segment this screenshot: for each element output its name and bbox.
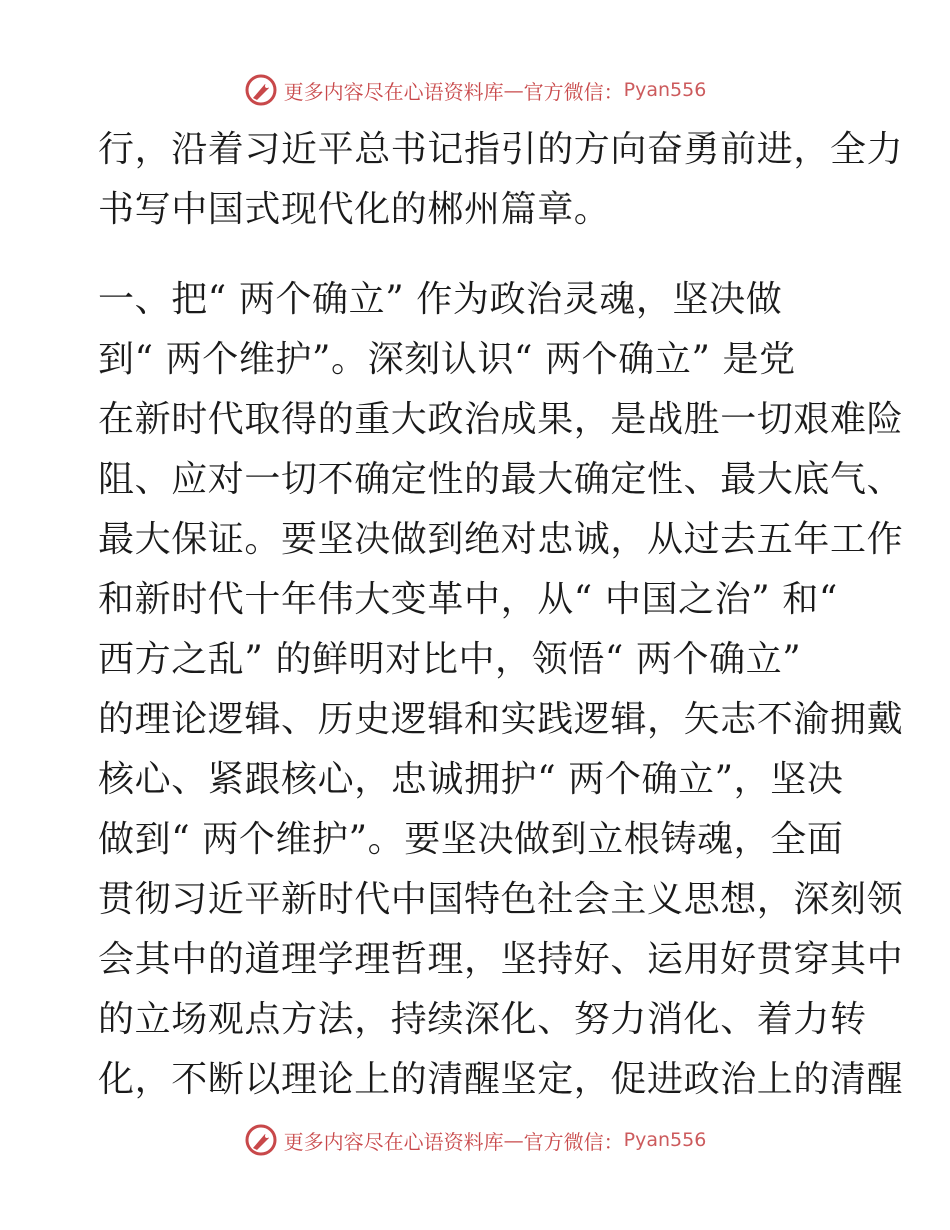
paragraph-spacer	[98, 240, 858, 270]
text-line: 的理论逻辑、历史逻辑和实践逻辑，矢志不渝拥戴	[98, 699, 904, 740]
footer-watermark	[0, 1120, 950, 1160]
text-line: 阻、应对一切不确定性的最大确定性、最大底气、	[98, 459, 904, 500]
continuation-paragraph	[98, 120, 904, 240]
text-line: 贯彻习近平新时代中国特色社会主义思想，深刻领	[98, 879, 904, 920]
text-line: 化，不断以理论上的清醒坚定，促进政治上的清醒	[98, 1059, 904, 1100]
section-paragraph	[98, 270, 904, 1110]
text-line: 行，沿着习近平总书记指引的方向奋勇前进，全力	[98, 129, 904, 170]
text-line: 书写中国式现代化的郴州篇章。	[98, 189, 611, 230]
text-line: 核心、紧跟核心，忠诚拥护“ 两个确立”，坚决	[98, 759, 844, 800]
text-line: 最大保证。要坚决做到绝对忠诚，从过去五年工作	[98, 519, 904, 560]
watermark-wechat-id: Pyan556	[623, 1129, 707, 1151]
watermark-label: 官方微信：	[523, 1129, 624, 1154]
pen-nib-logo-icon	[244, 1123, 278, 1157]
pen-nib-logo-icon	[244, 73, 278, 107]
watermark-dash: —	[503, 78, 524, 102]
watermark-brand: 更多内容尽在心语资料库	[283, 1129, 504, 1154]
header-watermark	[0, 70, 950, 110]
watermark-dash: —	[503, 1128, 524, 1152]
section-heading-line: 一、把“ 两个确立” 作为政治灵魂，坚决做	[98, 279, 783, 320]
text-line: 在新时代取得的重大政治成果，是战胜一切艰难险	[98, 399, 904, 440]
document-body	[98, 120, 904, 1110]
text-line: 做到“ 两个维护”。要坚决做到立根铸魂，全面	[98, 819, 844, 860]
watermark-wechat-id: Pyan556	[623, 79, 707, 101]
text-line: 的立场观点方法，持续深化、努力消化、着力转	[98, 999, 867, 1040]
text-line: 西方之乱” 的鲜明对比中，领悟“ 两个确立”	[98, 639, 802, 680]
text-line: 会其中的道理学理哲理，坚持好、运用好贯穿其中	[98, 939, 904, 980]
text-line: 和新时代十年伟大变革中，从“ 中国之治” 和“	[98, 579, 838, 620]
watermark-label: 官方微信：	[523, 79, 624, 104]
watermark-brand: 更多内容尽在心语资料库	[283, 79, 504, 104]
text-line: 到“ 两个维护”。深刻认识“ 两个确立” 是党	[98, 339, 796, 380]
